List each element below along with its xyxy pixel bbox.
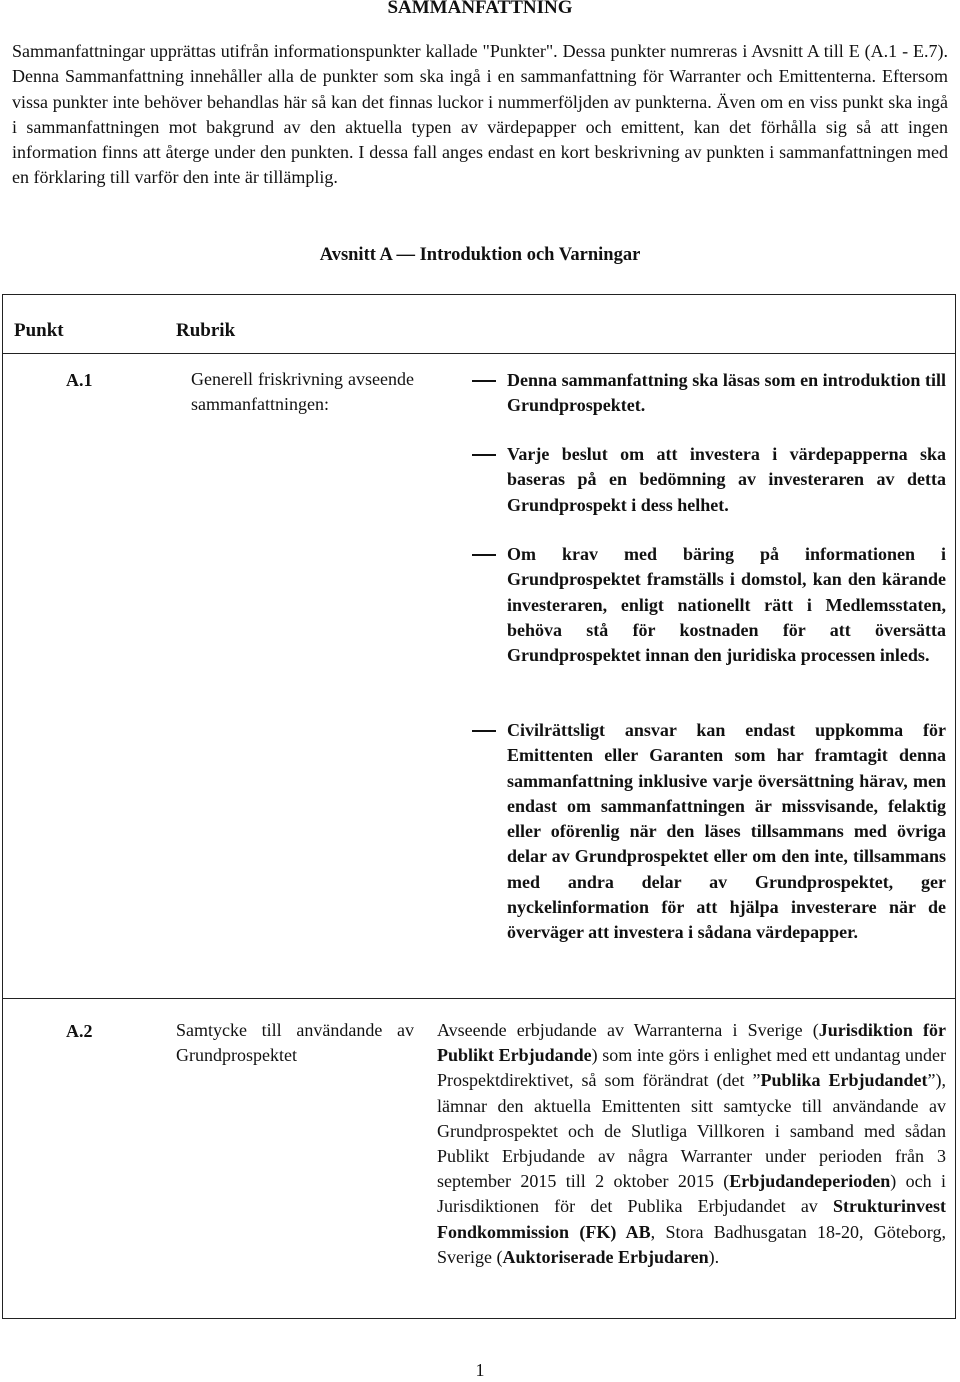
column-header-punkt: Punkt xyxy=(14,320,64,341)
a2-defined-term: Jurisdiktion för Publikt Erbjudande xyxy=(437,1020,946,1066)
list-item-text: Varje beslut om att investera i värdepapperna ska baseras på en bedömning av investeraren av detta Grundprospekt i dess helhet. xyxy=(507,444,946,515)
dash-bullet-icon xyxy=(472,380,496,382)
a2-defined-term: Auktoriserade Erbjudaren xyxy=(502,1246,709,1267)
row-id-a2: A.2 xyxy=(66,1021,93,1041)
row-divider xyxy=(2,998,956,999)
a2-defined-term: Erbjudandeperioden xyxy=(729,1171,891,1192)
dash-bullet-icon xyxy=(472,730,496,732)
list-item-text: Civilrättsligt ansvar kan endast uppkomma för Emittenten eller Garanten som har framtagit denna sammanfattning inklusive varje översättning härav, men endast om sammanfattningen är missvisande, felaktig eller oförenlig när den läses tillsammans med övriga delar av Grundprospektet eller om den inte, tillsammans med andra delar av Grundprospektet, ger nyckelinformation för att hjälpa investerare när de överväger att investera i sådana värdepapper. xyxy=(507,720,946,943)
dash-bullet-icon xyxy=(472,554,496,556)
column-header-rubrik: Rubrik xyxy=(176,320,236,341)
row-id-a1: A.1 xyxy=(66,370,93,390)
list-item-text: Om krav med bäring på informationen i Grundprospektet framställs i domstol, kan den kärande investeraren, enligt nationellt rätt i Medlemsstaten, behöva stå för kostnaden för att översätta Grundprospektet innan den juridiska processen inleds. xyxy=(507,544,946,666)
a2-text-segment: ”), lämnar den aktuella Emittenten sitt samtycke till användande av Grundprospektet och de Slutliga Villkoren i samband med sådan Publikt Erbjudande av några Warranter under perioden från 3 september 2015 till 2 oktober 2015 ( xyxy=(437,1070,946,1192)
row-rubrik-a2: Samtycke till användande av Grundprospektet xyxy=(176,1020,414,1065)
intro-paragraph: Sammanfattningar upprättas utifrån informationspunkter kallade "Punkter". Dessa punkter numreras i Avsnitt A till E (A.1 - E.7). Denna Sammanfattning innehåller alla de punkter som ska ingå i en sammanfattning för Warranter och Emittenterna. Eftersom vissa punkter inte behöver behandlas här så kan det finnas luckor i nummerföljden av punkterna. Även om en viss punkt ska ingå i sammanfattningen mot bakgrund av den aktuella typen av värdepapper och emittent, kan det förhålla sig så att ingen information finns att återge under den punkten. I dessa fall anges endast en kort beskrivning av punkten i sammanfattningen med en förklaring till varför den inte är tillämplig. xyxy=(12,41,948,188)
a2-text-segment: , Stora Badhusgatan 18-20, Göteborg, Sverige ( xyxy=(437,1221,946,1267)
section-heading: Avsnitt A — Introduktion och Varningar xyxy=(319,245,641,265)
row-content-a2 xyxy=(437,1018,946,1270)
a2-text-segment: ). xyxy=(708,1246,720,1267)
dash-bullet-icon xyxy=(472,454,496,456)
document-title: SAMMANFATTNING xyxy=(387,0,573,18)
a2-text-segment: ) och i Jurisdiktionen för det Publika Erbjudandet av xyxy=(437,1171,947,1217)
a2-text-segment: Avseende erbjudande av Warranterna i Sverige ( xyxy=(437,1020,819,1040)
header-divider xyxy=(2,353,956,354)
row-rubrik-a1: Generell friskrivning avseende sammanfattningen: xyxy=(191,369,414,414)
a2-defined-term: Strukturinvest Fondkommission (FK) AB xyxy=(437,1196,946,1242)
list-item-text: Denna sammanfattning ska läsas som en introduktion till Grundprospektet. xyxy=(507,370,946,416)
a2-text-segment: ) som inte görs i enlighet med ett undantag under Prospektdirektivet, så som förändrat (det ” xyxy=(437,1045,947,1091)
a2-defined-term: Publika Erbjudandet xyxy=(760,1070,928,1091)
page-number: 1 xyxy=(475,1360,485,1380)
